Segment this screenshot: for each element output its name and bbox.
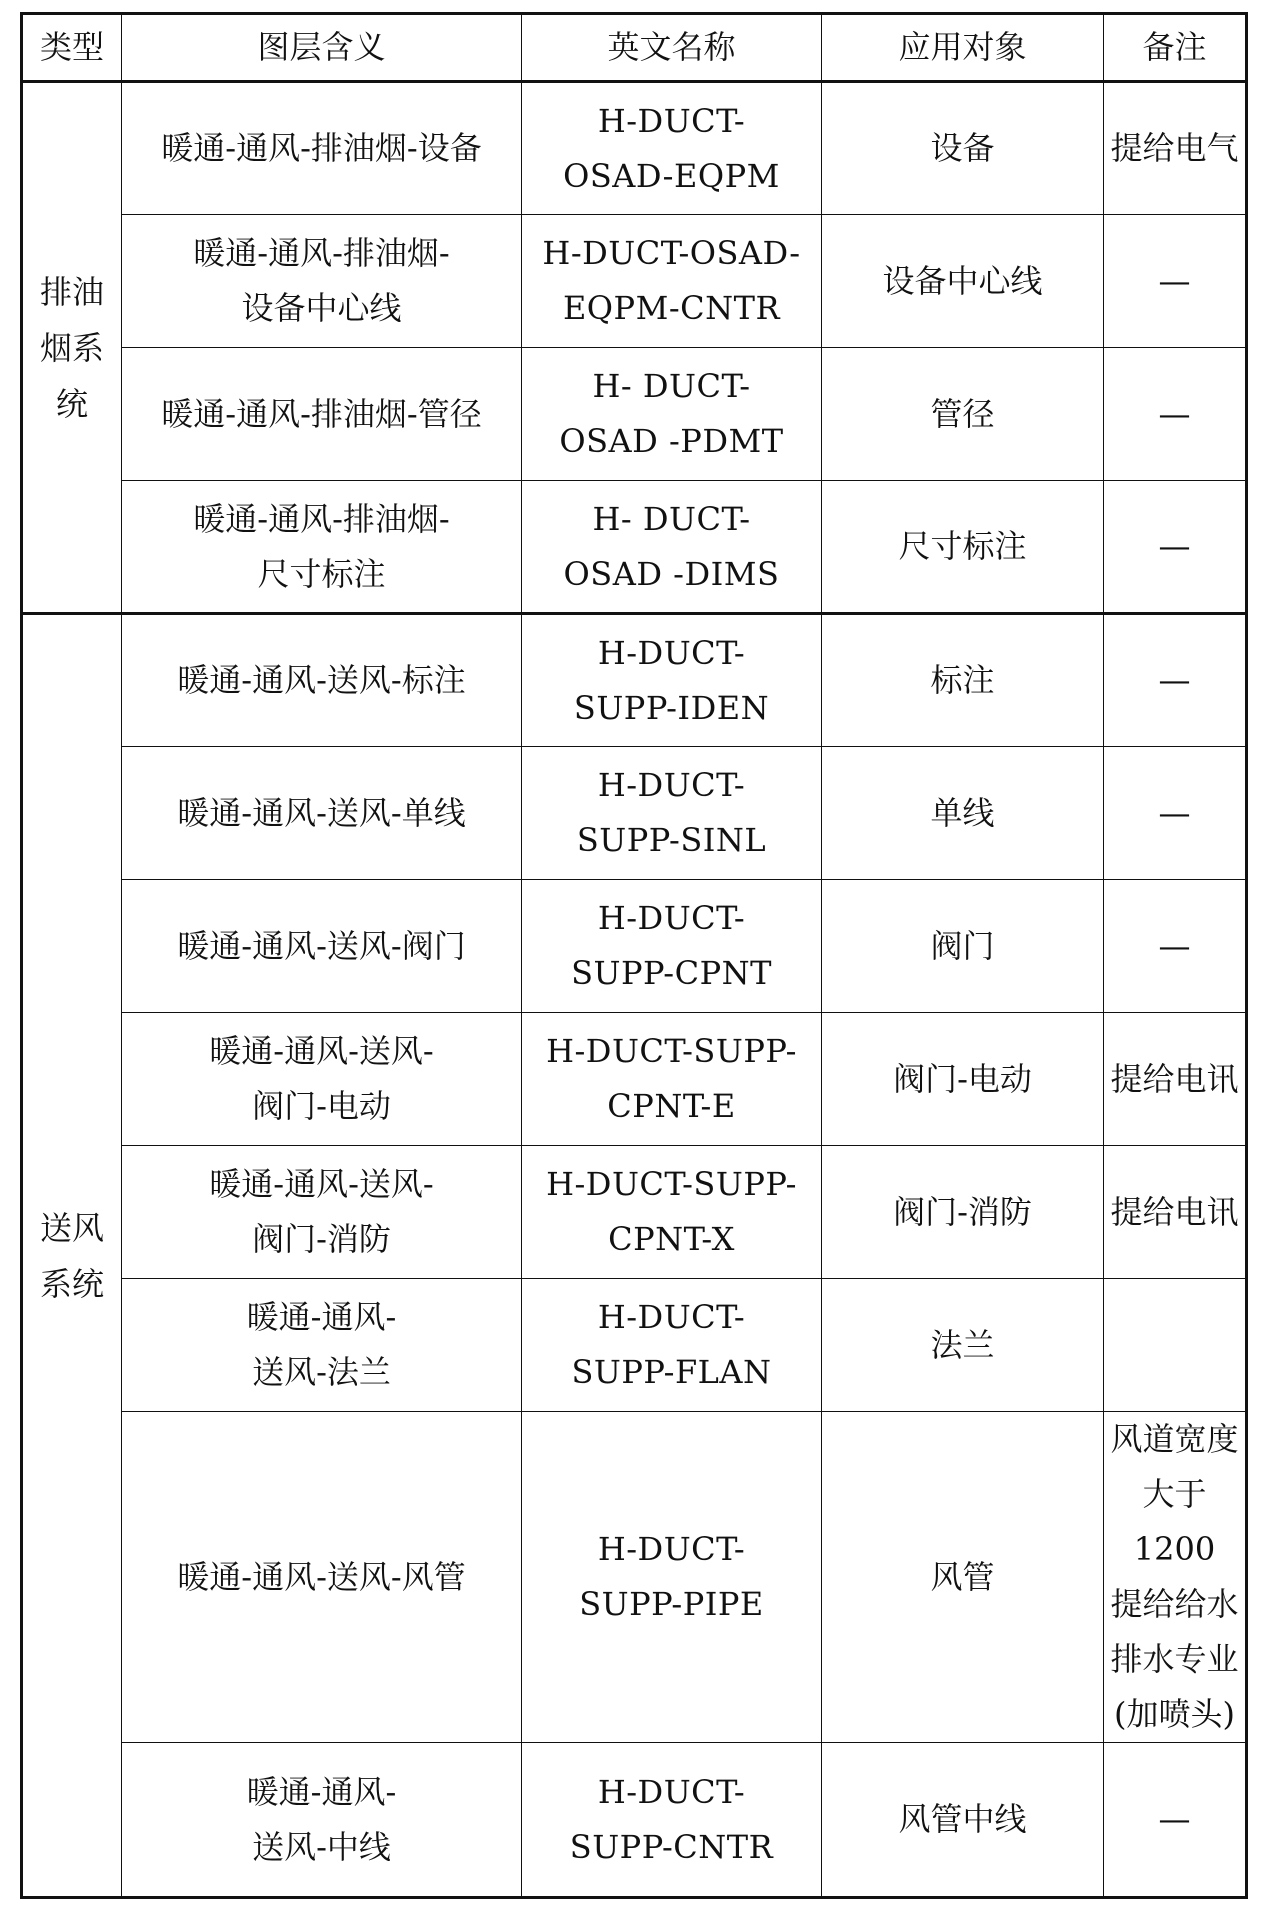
meaning-cell: 暖通-通风-送风- 阀门-消防 [122,1146,522,1279]
table-row [22,1279,1247,1412]
target-cell: 设备中心线 [822,215,1104,348]
table-row [22,1146,1247,1279]
table-row [22,1743,1247,1898]
header-english: 英文名称 [522,14,822,82]
meaning-cell: 暖通-通风-送风-标注 [122,614,522,747]
layer-table [20,12,1248,1899]
note-cell: 风道宽度 大于 1200 提给给水 排水专业 (加喷头) [1104,1412,1247,1743]
header-type: 类型 [22,14,122,82]
note-cell: — [1104,1743,1247,1898]
note-cell: 提给电气 [1104,82,1247,215]
english-cell: H- DUCT- OSAD -PDMT [522,348,822,481]
english-cell: H- DUCT- OSAD -DIMS [522,481,822,614]
target-cell: 阀门-电动 [822,1013,1104,1146]
english-cell: H-DUCT-SUPP- CPNT-E [522,1013,822,1146]
table-row [22,481,1247,614]
table-row [22,82,1247,215]
table-row [22,747,1247,880]
english-cell: H-DUCT- SUPP-CNTR [522,1743,822,1898]
meaning-cell: 暖通-通风-排油烟-设备 [122,82,522,215]
target-cell: 风管中线 [822,1743,1104,1898]
target-cell: 尺寸标注 [822,481,1104,614]
meaning-cell: 暖通-通风-送风- 阀门-电动 [122,1013,522,1146]
note-cell: 提给电讯 [1104,1146,1247,1279]
meaning-cell: 暖通-通风-排油烟- 设备中心线 [122,215,522,348]
type-cell: 排油 烟系 统 [22,82,122,614]
note-cell: — [1104,614,1247,747]
target-cell: 阀门-消防 [822,1146,1104,1279]
note-cell [1104,1279,1247,1412]
note-cell: 提给电讯 [1104,1013,1247,1146]
table-header-row [22,14,1247,82]
meaning-cell: 暖通-通风-排油烟-管径 [122,348,522,481]
note-cell: — [1104,747,1247,880]
target-cell: 单线 [822,747,1104,880]
header-meaning: 图层含义 [122,14,522,82]
meaning-cell: 暖通-通风- 送风-法兰 [122,1279,522,1412]
meaning-cell: 暖通-通风- 送风-中线 [122,1743,522,1898]
english-cell: H-DUCT- SUPP-CPNT [522,880,822,1013]
target-cell: 法兰 [822,1279,1104,1412]
target-cell: 风管 [822,1412,1104,1743]
meaning-cell: 暖通-通风-排油烟- 尺寸标注 [122,481,522,614]
table-row [22,614,1247,747]
table-row [22,1412,1247,1743]
note-cell: — [1104,880,1247,1013]
english-cell: H-DUCT- SUPP-PIPE [522,1412,822,1743]
english-cell: H-DUCT- SUPP-IDEN [522,614,822,747]
note-cell: — [1104,348,1247,481]
table-row [22,1013,1247,1146]
target-cell: 管径 [822,348,1104,481]
note-cell: — [1104,215,1247,348]
target-cell: 阀门 [822,880,1104,1013]
english-cell: H-DUCT- SUPP-FLAN [522,1279,822,1412]
english-cell: H-DUCT-OSAD- EQPM-CNTR [522,215,822,348]
table-row [22,880,1247,1013]
meaning-cell: 暖通-通风-送风-风管 [122,1412,522,1743]
target-cell: 设备 [822,82,1104,215]
type-cell: 送风 系统 [22,614,122,1898]
table-row [22,215,1247,348]
note-cell: — [1104,481,1247,614]
meaning-cell: 暖通-通风-送风-阀门 [122,880,522,1013]
target-cell: 标注 [822,614,1104,747]
header-target: 应用对象 [822,14,1104,82]
table-row [22,348,1247,481]
header-note: 备注 [1104,14,1247,82]
english-cell: H-DUCT- OSAD-EQPM [522,82,822,215]
meaning-cell: 暖通-通风-送风-单线 [122,747,522,880]
english-cell: H-DUCT- SUPP-SINL [522,747,822,880]
english-cell: H-DUCT-SUPP- CPNT-X [522,1146,822,1279]
